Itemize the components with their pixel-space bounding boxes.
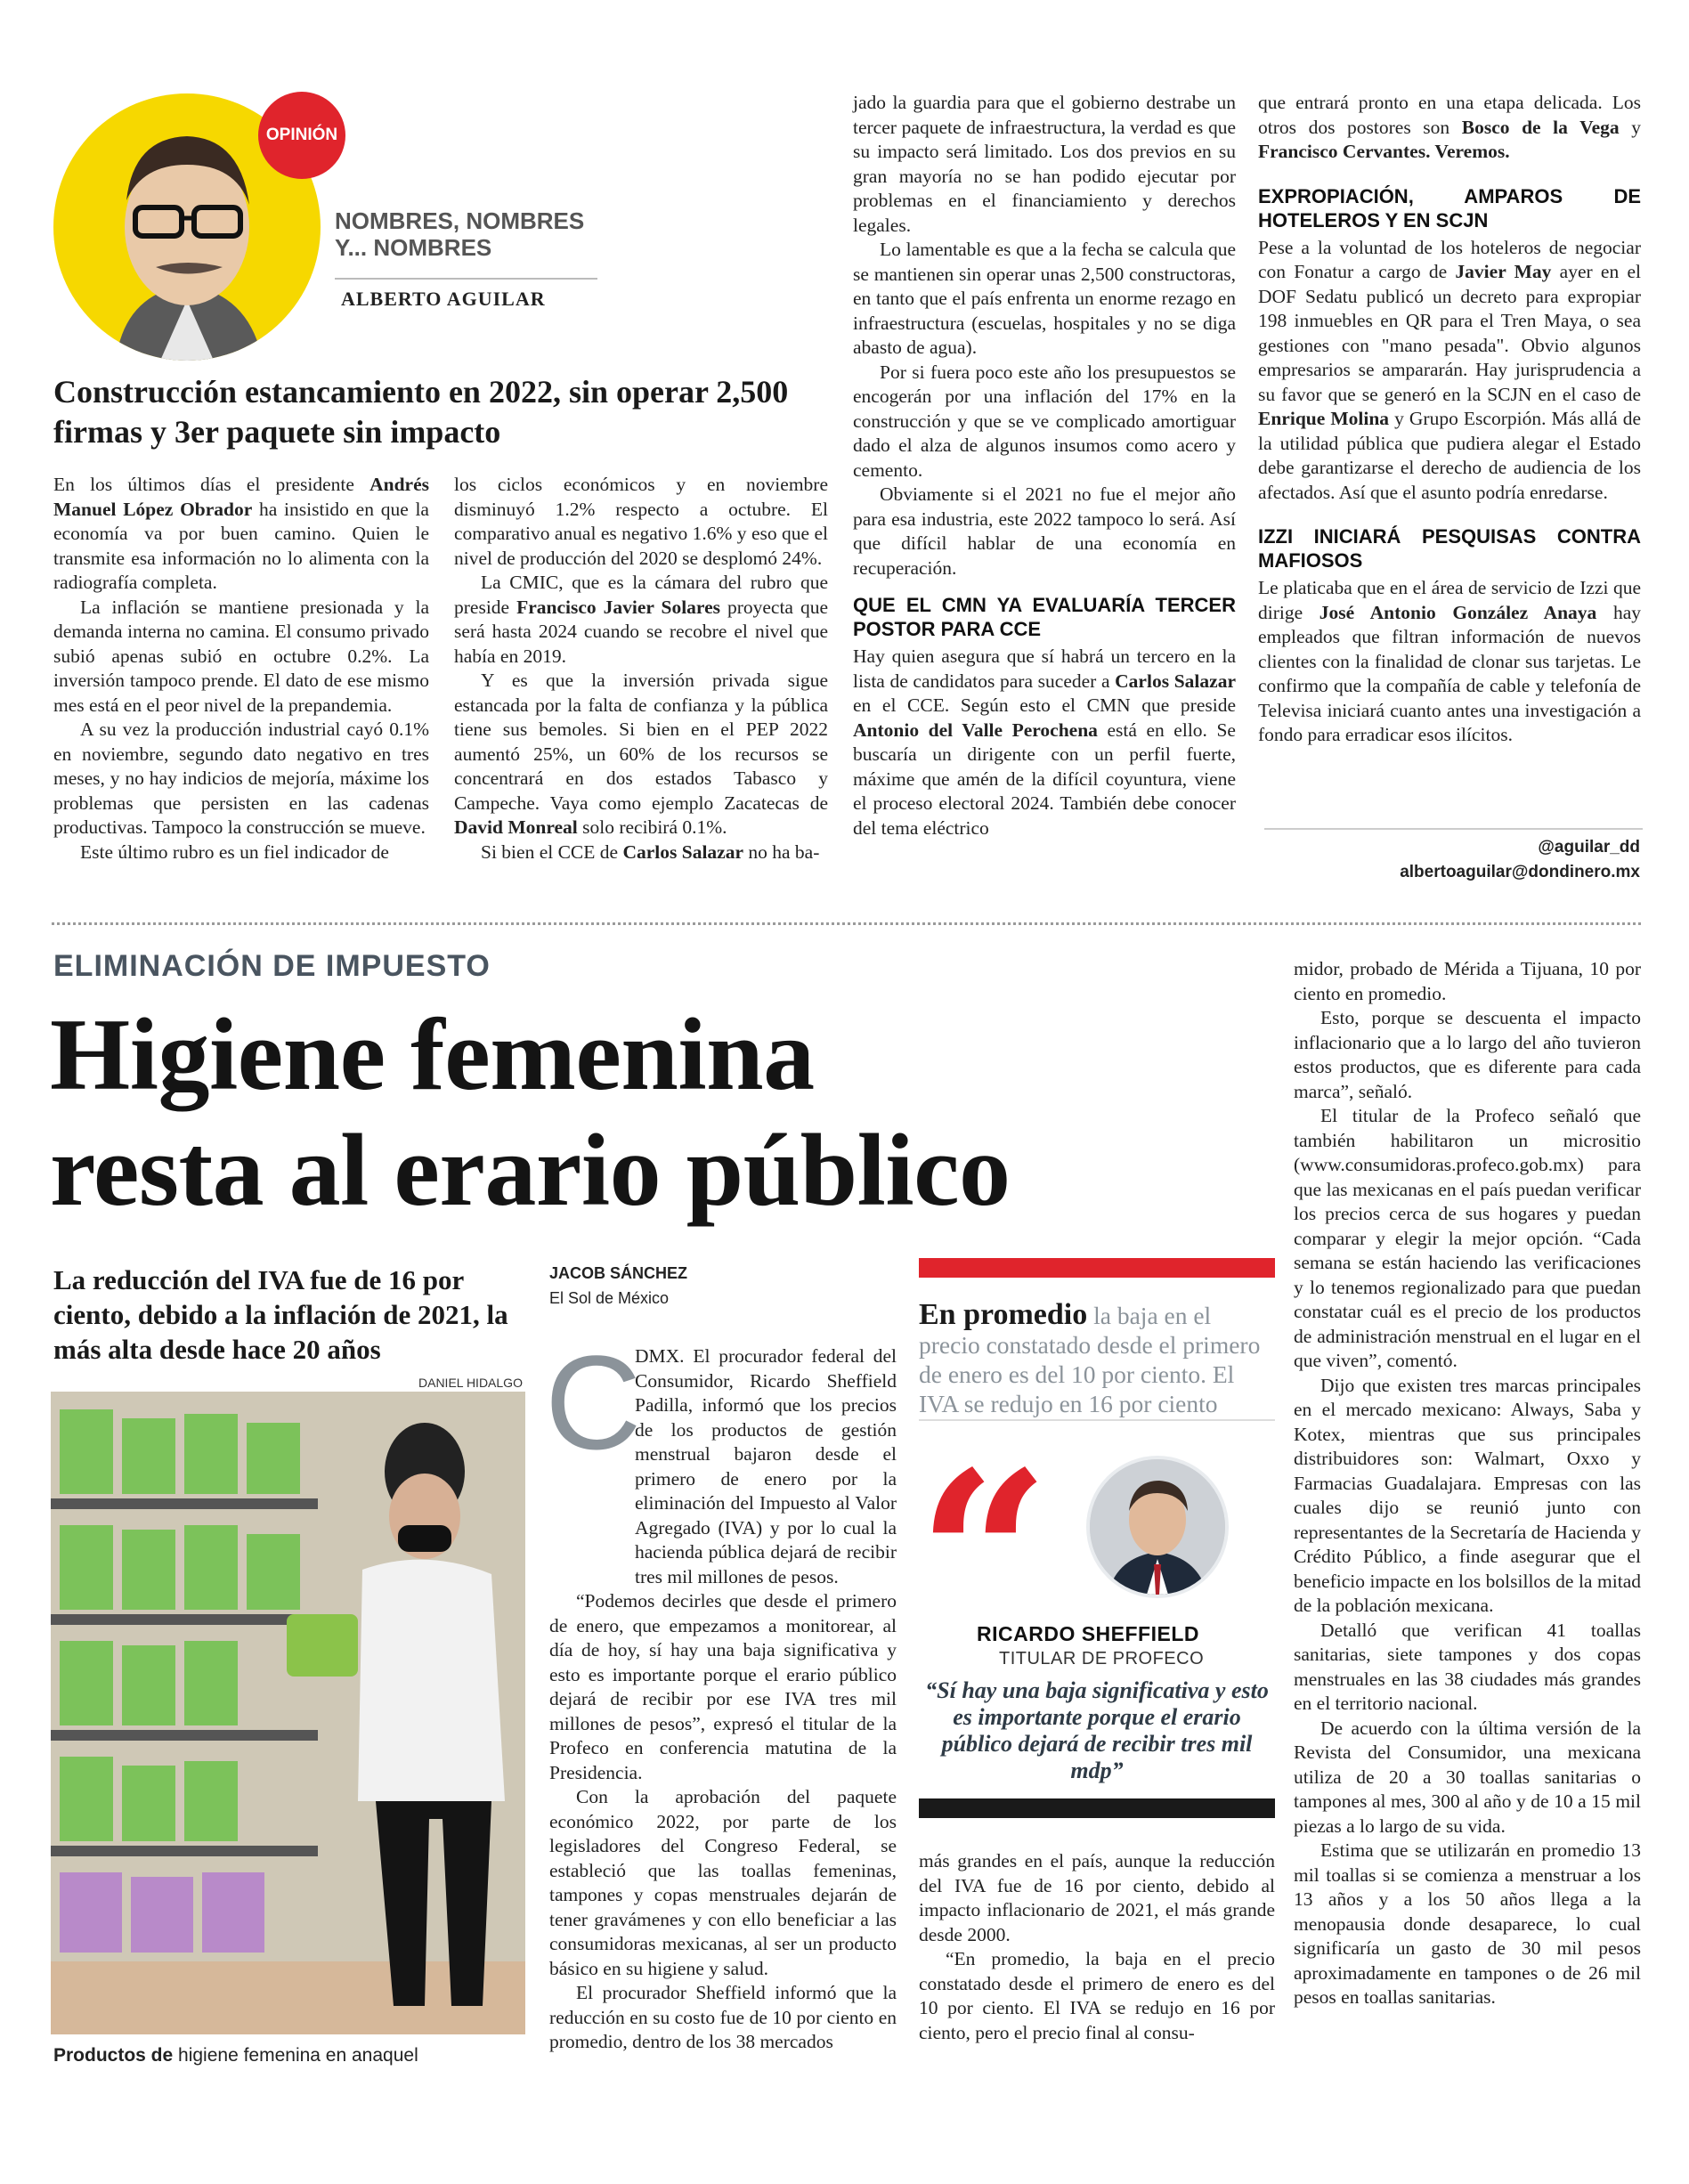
bold-name: Francisco Cervantes. Veremos. <box>1258 141 1510 162</box>
opinion-badge: OPINIÓN <box>258 92 345 179</box>
paragraph: más grandes en el país, aunque la reducción del IVA fue de 16 por ciento, debido al impacto inflacionario de 2021, el más grande desde 2000. <box>919 1850 1275 1945</box>
paragraph <box>853 645 1236 840</box>
paragraph <box>1258 576 1641 748</box>
caption-text: higiene femenina en anaquel <box>173 2045 418 2066</box>
paragraph: El titular de la Profeco señaló que también habilitaron un micrositio (www.consumidoras.profeco.gob.mx) para que las mexicanas en el país puedan verificar los precios cerca de sus hogares y puedan comparar y elegir la mejor opción. “Cada semana se están haciendo las verificaciones y lo tenemos regionalizado para que puedan constatar cuál es el precio de los productos de administración menstrual en el lugar en el que viven”, comentó. <box>1294 1105 1641 1371</box>
bold-name: David Monreal <box>454 816 578 838</box>
opinion-column-4-body <box>1258 91 1641 165</box>
text-run: no ha ba- <box>743 840 820 863</box>
paragraph <box>53 718 429 840</box>
column-name-line-2: Y... NOMBRES <box>335 234 492 261</box>
paragraph <box>53 596 429 719</box>
story-column-1-body <box>549 1589 897 2055</box>
caption-bold: Productos de <box>53 2045 174 2066</box>
paragraph <box>454 669 828 840</box>
paragraph: “En promedio, la baja en el precio constatado desde el primero de enero es del 10 por ciento. El IVA se redujo en 16 por ciento, pero el precio final al consu- <box>919 1948 1275 2043</box>
text-run: A su vez la producción industrial cayó 0.1% en noviembre, segundo dato negativo en tres meses, y no hay indicios de mejoría, máxime los problemas que persisten en las cadenas productivas. Tampoco la construcción se mueve. <box>53 719 429 838</box>
bold-name: Andrés Manuel López Obrador <box>53 474 429 520</box>
opinion-column-1 <box>53 473 429 865</box>
paragraph <box>853 91 1236 238</box>
twitter-handle: @aguilar_dd <box>1538 838 1640 857</box>
bold-name: Francisco Javier Solares <box>516 596 720 618</box>
opinion-column-3-body <box>853 91 1236 581</box>
pullquote-text: la baja en el precio constatado desde el primero de enero es del 10 por ciento. El IVA se redujo en 16 por ciento <box>919 1302 1261 1417</box>
bold-name: Enrique Molina <box>1258 408 1390 429</box>
drop-cap: C <box>545 1327 642 1477</box>
headline-line-1: Higiene femenina <box>50 998 815 1112</box>
bold-name: Antonio del Valle Perochena <box>853 719 1098 741</box>
paragraph: Detalló que verifican 41 toallas sanitarias, siete tampones y dos copas menstruales en las 38 ciudades más grandes en el territorio nacional. <box>1294 1619 1641 1714</box>
photo-caption <box>53 2045 418 2066</box>
text-run: ayer en el DOF Sedatu publicó un decreto para expropiar 198 inmuebles en QR para el Tren Maya, o sea gestiones con "mano pesada". Obvio algunos empresarios se ampararán. Hay jurisprudencia a su favor que se generó en la SCJN en el caso de <box>1258 261 1641 405</box>
text-run: que entrará pronto en una etapa delicada. Los otros dos postores son <box>1258 92 1641 138</box>
text-run: ha insistido en que la economía va por buen camino. Quien le transmite esa información no lo alimenta con la radiografía completa. <box>53 498 429 593</box>
photo-credit: DANIEL HIDALGO <box>418 1376 523 1390</box>
text-run: solo recibirá 0.1%. <box>577 816 727 838</box>
author-contacts <box>1400 835 1640 885</box>
author-email: albertoaguilar@dondinero.mx <box>1400 863 1640 881</box>
text-run: Este último rubro es un fiel indicador de <box>80 840 389 863</box>
paragraph <box>454 840 828 865</box>
paragraph: “Podemos decirles que desde el primero de enero, que empezamos a monitorear, al día de hoy, sí hay una baja significativa y esto es importante porque el erario público dejará de recibir por ese IVA tres mil millones de pesos”, expresó el titular de la Profeco en conferencia matutina de la Presidencia. <box>549 1590 897 1783</box>
text-run: está en ello. Se buscaría un dirigente con un perfil fuerte, máxime que amén de la difícil coyuntura, viene el proceso electoral 2024. También debe conocer del tema eléctrico <box>853 719 1236 839</box>
subhead-expropiacion: EXPROPIACIÓN, AMPAROS DE HOTELEROS Y EN SCJN <box>1258 184 1641 231</box>
text-run: jado la guardia para que el gobierno destrabe un tercer paquete de infraestructura, la verdad es que su impacto será limitado. Los dos previos en su gran mayoría no se han podido ejecutar por problemas en el financiamiento y derechos legales. <box>853 92 1236 236</box>
story-column-3-body <box>1294 957 1641 2010</box>
text-run: Por si fuera poco este año los presupuestos se encogerán por una inflación del 17% en la construcción y que se ve complicado amortiguar dado el alza de algunos insumos como acero y cemento. <box>853 361 1236 481</box>
text-run: Lo lamentable es que a la fecha se calcula que se mantienen sin operar unas 2,500 constructoras, en tanto que el país enfrenta un enorme rezago en infraestructura (escuelas, hospitales y no se diga abasto de agua). <box>853 239 1236 358</box>
story-deck: La reducción del IVA fue de 16 por ciento, debido a la inflación de 2021, la más alta desde hace 20 años <box>53 1264 508 1365</box>
text-run: y <box>1619 116 1642 138</box>
paragraph <box>853 361 1236 483</box>
paragraph <box>454 571 828 669</box>
text-run: Obviamente si el 2021 no fue el mejor año para esa industria, este 2022 tampoco lo será. Así que difícil hablar de una economía en recuperación. <box>853 483 1236 579</box>
paragraph: El procurador Sheffield informó que la reducción en su costo fue de 10 por ciento en promedio, dentro de los 38 mercados <box>549 1982 897 2052</box>
story-column-2-body <box>919 1849 1275 2045</box>
column-name <box>335 207 584 261</box>
text-run: La CMIC, que es la cámara del rubro que preside <box>454 572 828 618</box>
column-name-line-1: NOMBRES, NOMBRES <box>335 207 585 234</box>
supermarket-shelf-illustration <box>51 1392 525 2034</box>
quote-black-bar <box>919 1798 1275 1818</box>
opinion-column-3 <box>853 91 1236 840</box>
bold-name: Carlos Salazar <box>622 840 744 863</box>
paragraph: midor, probado de Mérida a Tijuana, 10 por ciento en promedio. <box>1294 958 1641 1004</box>
paragraph: Esto, porque se descuenta el impacto inflacionario que a lo largo del año tuvieron estos productos, que es diferente para cada marca”, señaló. <box>1294 1007 1641 1102</box>
opinion-headline: Construcción estancamiento en 2022, sin operar 2,500 firmas y 3er paquete sin impacto <box>53 374 789 450</box>
pullquote <box>919 1300 1275 1418</box>
opinion-column-4-body-b <box>1258 236 1641 506</box>
bold-name: Javier May <box>1455 261 1552 282</box>
signature-rule <box>1264 828 1643 830</box>
opinion-column-2 <box>454 473 828 865</box>
paragraph <box>853 483 1236 581</box>
text-run: proyecta que será hasta 2024 cuando se recobre el nivel que había en 2019. <box>454 596 828 667</box>
story-lead-paragraph: DMX. El procurador federal del Consumidor, Ricardo Sheffield Padilla, informó que los precios de los productos de gestión menstrual bajaron desde el primero de enero por la eliminación del Impuesto al Valor Agregado (IVA) y por lo cual la hacienda pública dejará de recibir tres mil millones de pesos. <box>635 1345 897 1587</box>
text-run: Hay quien asegura que sí habrá un tercero en la lista de candidatos para suceder a <box>853 645 1236 692</box>
paragraph: Con la aprobación del paquete económico 2022, por parte de los legisladores del Congreso Federal, se estableció que las toallas femeninas, tampones y copas menstruales dejarán de tener gravámenes y con ello beneficiar a las consumidoras mexicanas, al ser un producto básico en su higiene y salud. <box>549 1786 897 1979</box>
paragraph <box>53 840 429 865</box>
speaker-portrait <box>1086 1456 1229 1598</box>
speaker-title: TITULAR DE PROFECO <box>999 1649 1205 1668</box>
paragraph: Dijo que existen tres marcas principales en el mercado mexicano: Always, Saba y Kotex, mientras que sus principales distribuidores son: Walmart, Oxxo y Farmacias Guadalajara. Empresas con las cuales dijo se reunió junto con representantes de la Secretaría de Hacienda y Crédito Público, a finde asegurar que el beneficio impacte en los bolsillos de la mitad de la población mexicana. <box>1294 1374 1641 1616</box>
paragraph <box>53 473 429 596</box>
author-name: ALBERTO AGUILAR <box>341 288 546 310</box>
story-column-2 <box>919 1849 1275 2045</box>
opinion-column-4-body-c <box>1258 576 1641 748</box>
author-rule <box>335 278 597 280</box>
text-run: Pese a la voluntad de los hoteleros de negociar con Fonatur a cargo de <box>1258 236 1641 282</box>
story-column-3 <box>1294 957 1641 2010</box>
pullquote-rule <box>919 1419 1275 1421</box>
story-headline <box>50 997 1279 1229</box>
paragraph <box>1258 236 1641 506</box>
paragraph <box>1258 91 1641 165</box>
text-run: En los últimos días el presidente <box>53 474 370 495</box>
bold-name: Carlos Salazar <box>1115 670 1236 692</box>
speaker-illustration <box>1090 1459 1225 1595</box>
text-run: y Grupo Escorpión. Más allá de la utilidad pública que pudiera alegar el Estado debe garantizarse el derecho de audiencia de los afectados. Así que el asunto podría enredarse. <box>1258 408 1641 503</box>
text-run: en el CCE. Según esto el CMN que preside <box>853 694 1236 716</box>
byline-publication: El Sol de México <box>549 1289 670 1307</box>
pullquote-red-bar <box>919 1258 1275 1278</box>
story-photo <box>51 1392 525 2034</box>
text-run: hay empleados que filtran información de nuevos clientes con la finalidad de clonar sus tarjetas. Le confirmo que la compañía de cable y telefonía de Televisa iniciará cuanto antes una investigación a fondo para erradicar esos ilícitos. <box>1258 601 1641 745</box>
opinion-column-3-body-b <box>853 645 1236 840</box>
opinion-column-4 <box>1258 91 1641 748</box>
headline-line-2: resta al erario público <box>50 1114 1011 1228</box>
text-run: Si bien el CCE de <box>481 840 623 863</box>
paragraph <box>853 238 1236 361</box>
quote-marks-icon: “ <box>917 1422 1035 1693</box>
paragraph: Estima que se utilizarán en promedio 13 mil toallas si se comienza a menstruar a los 13 años y a los 50 años llega a la menopausia donde desaparece, lo cual significaría un gasto de 30 mil pesos aproximadamente en tampones o de 26 mil pesos en toallas sanitarias. <box>1294 1839 1641 2008</box>
text-run: Y es que la inversión privada sigue estancada por la falta de confianza y la pública tiene sus bemoles. Si bien en el PEP 2022 aumentó 25%, un 60% de los recursos se concentrará en dos estados Tabasco y Campeche. Vaya como ejemplo Zacatecas de <box>454 670 828 814</box>
story-column-1 <box>549 1344 897 2055</box>
subhead-izzi: IZZI INICIARÁ PESQUISAS CONTRA MAFIOSOS <box>1258 525 1641 572</box>
paragraph: De acuerdo con la última versión de la Revista del Consumidor, una mexicana utiliza de 20 a 30 toallas sanitarias o tampones al mes, 300 al año y de 10 a 15 mil piezas a lo largo de su vida. <box>1294 1717 1641 1837</box>
text-run: Le platicaba que en el área de servicio de Izzi que dirige <box>1258 577 1641 623</box>
speaker-quote: “Sí hay una baja significativa y esto es importante porque el erario público dejará de recibir tres mil mdp” <box>925 1677 1269 1783</box>
byline-name: JACOB SÁNCHEZ <box>549 1264 688 1282</box>
pullquote-lead: En promedio <box>919 1298 1088 1331</box>
bold-name: Bosco de la Vega <box>1461 116 1620 138</box>
story-kicker: ELIMINACIÓN DE IMPUESTO <box>53 949 491 983</box>
speaker-name: RICARDO SHEFFIELD <box>977 1622 1199 1645</box>
text-run: los ciclos económicos y en noviembre disminuyó 1.2% respecto a octubre. El comparativo anual es negativo 1.6% y eso que el nivel de producción del 2020 se desplomó 24%. <box>454 474 828 569</box>
paragraph <box>454 473 828 571</box>
bold-name: José Antonio González Anaya <box>1319 601 1597 623</box>
section-divider <box>52 922 1641 925</box>
subhead-cmn: QUE EL CMN YA EVALUARÍA TERCER POSTOR PARA CCE <box>853 594 1236 640</box>
text-run: La inflación se mantiene presionada y la demanda interna no camina. El consumo privado subió apenas subió en octubre 0.2%. La inversión tampoco prende. El dato de ese mismo mes está en el peor nivel de la prepandemia. <box>53 596 429 716</box>
